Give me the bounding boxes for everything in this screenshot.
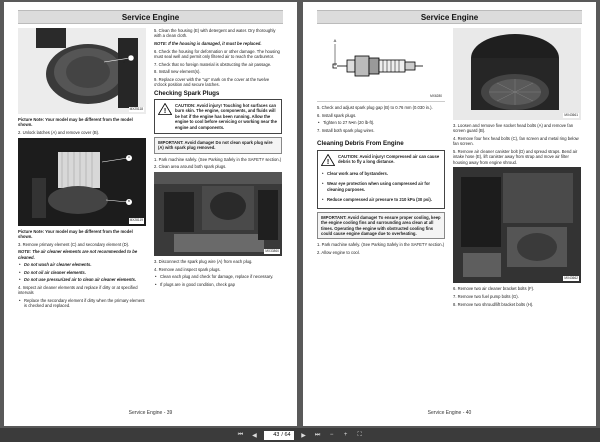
photo-code: MX33860	[265, 248, 279, 253]
page-40	[303, 2, 596, 426]
callout-b: B	[128, 199, 131, 204]
step-1: 1. Park machine safely. (See Parking Safely in the SAFETY section.)	[317, 242, 445, 248]
page-39	[4, 2, 297, 426]
svg-text:!: !	[326, 158, 330, 166]
shroud-photo	[453, 167, 581, 283]
engine-illustration	[154, 172, 282, 256]
step-1: 1. Park machine safely. (See Parking Safely in the SAFETY section.)	[154, 156, 282, 162]
important-box: IMPORTANT: Avoid damage! Do not clean spark plug wire (A) with spark plug removed.	[154, 137, 282, 154]
next-page-icon[interactable]: ▶	[301, 432, 306, 439]
step-5: 5. Clean the housing (E) with detergent and water. Dry thoroughly with a clean cloth.	[154, 28, 276, 39]
section-heading: Cleaning Debris From Engine	[317, 140, 404, 148]
caution-text: CAUTION: Avoid injury! Touching hot surfaces can burn skin. The engine, components, and fluids will be hot if the engine has been running. Allow the engine to cool before servicing or working near the engine and components.	[175, 103, 277, 130]
fullscreen-icon[interactable]: ⛶	[357, 431, 362, 438]
bullet-item: • Tighten to 27 N•m (20 lb-ft).	[317, 120, 445, 125]
step-7: 7. Install both spark plug wires.	[317, 127, 375, 133]
shroud-illustration	[453, 167, 581, 283]
step-6: 6. Install spark plugs.	[317, 112, 357, 118]
note-housing: NOTE: If the housing is damaged, it must be replaced.	[154, 41, 262, 46]
spark-plug-icon	[317, 28, 445, 102]
step-9: 9. Replace cover with the "up" mark on the cover at the twelve o'clock position and secure latches.	[154, 76, 270, 88]
zoom-in-icon[interactable]: +	[343, 432, 348, 438]
step-7: 7. Remove two fuel pump bolts (G).	[453, 294, 519, 299]
photo-code: MX25118	[129, 106, 143, 111]
step-3: 3. Remove primary element (C) and secondary element (D).	[18, 241, 130, 247]
previous-page-icon[interactable]: ◀	[252, 432, 257, 439]
caution-box	[154, 99, 282, 134]
svg-text:!: !	[163, 108, 167, 115]
bullet-item: • Clean each plug and check for damage, replace if necessary.	[154, 274, 282, 279]
fan-screen-illustration	[453, 28, 581, 120]
step-6: 6. Check the housing for deformation or other damage. The housing must seal well and permit only filtered air to reach the carburetor.	[154, 48, 280, 59]
step-2: 2. Unlock latches (A) and remove cover (B).	[18, 130, 100, 135]
right-column	[154, 28, 282, 289]
air-cleaner-illustration	[18, 28, 146, 114]
pdf-toolbar	[0, 428, 600, 442]
bullet-item: • Do not use pressurized air to clean air cleaner elements.	[18, 277, 146, 282]
bullet-item: • Wear eye protection when using compressed air for cleaning purposes.	[321, 181, 441, 192]
page-banner: Service Engine	[18, 10, 283, 24]
step-5: 5. Remove air cleaner canister bolt (D) and spread straps. Bend air intake hose (E), lift canister away from strap and move air filter housing away from engine shroud.	[453, 149, 578, 165]
warning-triangle-icon	[158, 103, 172, 115]
element-illustration	[18, 138, 146, 226]
page-indicator	[264, 431, 293, 440]
step-3: 3. Loosen and remove five socket head bolts (A) and remove fan screen guard (B).	[453, 123, 574, 134]
caution-box	[317, 150, 445, 209]
step-2: 2. Allow engine to cool.	[317, 250, 360, 255]
callout-a: A	[128, 155, 131, 160]
step-3: 3. Disconnect the spark plug wire (A) from each plug.	[154, 259, 253, 265]
left-column	[18, 28, 146, 311]
bullet-item: • Clear work area of bystanders.	[321, 171, 441, 176]
first-page-icon[interactable]: ⏮	[237, 431, 244, 438]
bullet-item: • Do not oil air cleaner elements.	[18, 270, 146, 275]
photo-code: MX43661	[564, 112, 578, 117]
right-column	[453, 28, 581, 309]
spark-plug-diagram	[317, 28, 445, 102]
bullet-item: • Replace the secondary element if dirty when the primary element is checked and replaced.	[18, 298, 146, 309]
photo-code: MX43662	[564, 276, 578, 280]
step-2: 2. Clean area around both spark plugs.	[154, 164, 227, 170]
zoom-out-icon[interactable]: −	[329, 432, 334, 438]
picture-note: Picture Note: Your model may be different from the model shown.	[18, 117, 133, 128]
warning-triangle-icon	[321, 154, 335, 166]
page-number-input[interactable]	[267, 431, 279, 439]
note-cleaner: NOTE: The air cleaner elements are not recommended to be cleaned.	[18, 249, 138, 260]
step-8: 8. Install new element(s).	[154, 69, 201, 75]
caution-text: CAUTION: Avoid injury! Compressed air can cause debris to fly a long distance.	[338, 153, 440, 164]
bullet-item: • Do not wash air cleaner elements.	[18, 262, 146, 267]
page-banner: Service Engine	[317, 10, 582, 24]
page-footer: Service Engine - 40	[427, 410, 472, 416]
last-page-icon[interactable]: ⏭	[314, 431, 321, 438]
picture-note: Picture Note: Your model may be different from the model shown.	[18, 228, 133, 239]
page-footer: Service Engine - 39	[128, 410, 173, 416]
important-box: IMPORTANT: Avoid damage! To ensure proper cooling, keep the engine cooling fins and surrounding area clean at all times. Operating the engine with obstructed cooling fins could cause engine damage due to overheating.	[317, 212, 445, 240]
section-heading: Checking Spark Plugs	[154, 89, 220, 97]
step-4: 4. Remove four hex head bolts (C), fan screen and metal ring below fan screen.	[453, 136, 579, 147]
element-photo	[18, 138, 146, 226]
total-pages: / 64	[281, 431, 291, 438]
engine-photo	[154, 172, 282, 256]
callout-a: A	[123, 60, 126, 64]
step-6: 6. Remove two air cleaner bracket bolts (F).	[453, 286, 535, 292]
bullet-item: • Reduce compressed air pressure to 210 kPa (30 psi).	[321, 197, 441, 202]
photo-code: MX6280	[430, 93, 442, 98]
step-7: 7. Check that no foreign material is obstructing the air passage.	[154, 61, 272, 67]
step-4: 4. Inspect air cleaner elements and replace if dirty or at specified intervals	[18, 284, 138, 296]
step-8: 8. Remove two shroud/lift bracket bolts (H).	[453, 301, 534, 307]
step-4: 4. Remove and inspect spark plugs.	[154, 266, 221, 272]
left-column	[317, 28, 445, 258]
photo-code: MX28119	[129, 218, 143, 223]
air-cleaner-photo	[18, 28, 146, 114]
fan-screen-photo	[453, 28, 581, 120]
bullet-item: • If plugs are in good condition, check gap	[154, 282, 282, 287]
step-5: 5. Check and adjust spark plug gap (B) to 0.76 mm (0.030 in.).	[317, 105, 433, 110]
callout-a: A	[333, 38, 337, 43]
